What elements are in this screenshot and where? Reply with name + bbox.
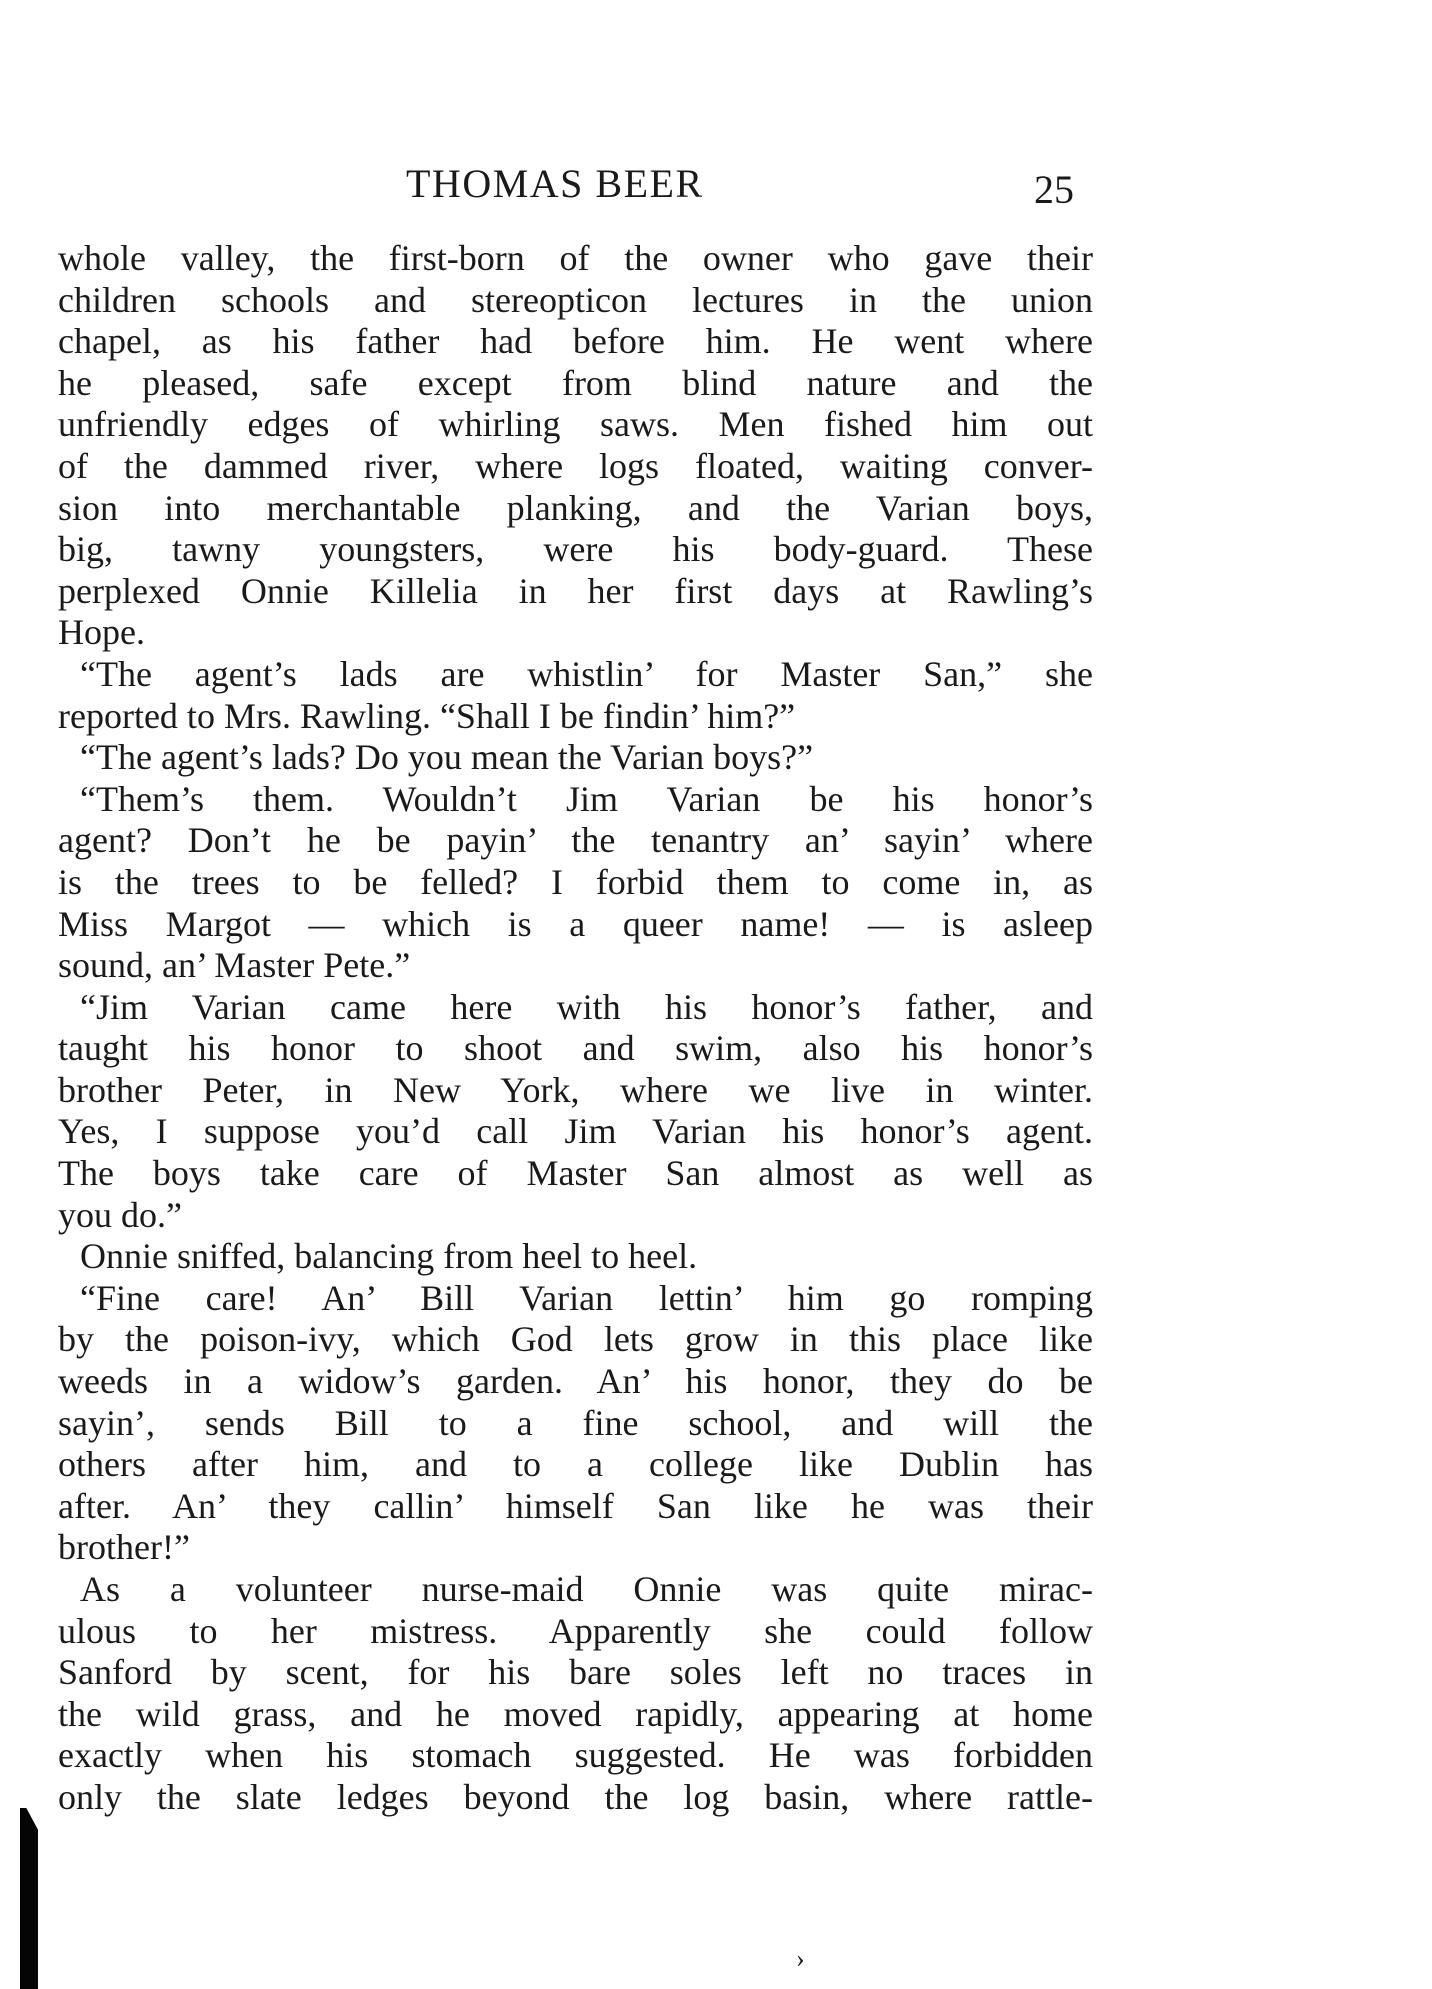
text-line: Miss Margot — which is a queer name! — is asleep [58, 903, 1093, 944]
text-line: ulous to her mistress. Apparently she could follow [58, 1610, 1093, 1651]
text-line: “Fine care! An’ Bill Varian lettin’ him go romping [80, 1277, 1093, 1318]
text-line: only the slate ledges beyond the log basin, where rattle- [58, 1776, 1093, 1817]
text-line: chapel, as his father had before him. He went where [58, 321, 1093, 362]
text-line: by the poison-ivy, which God lets grow in this place like [58, 1319, 1093, 1360]
text-line: “The agent’s lads? Do you mean the Varian boys?” [80, 737, 814, 778]
body-text [58, 238, 1093, 1819]
footer-mark: › [796, 1944, 805, 1973]
running-head [0, 160, 1432, 220]
text-line: weeds in a widow’s garden. An’ his honor, they do be [58, 1361, 1093, 1402]
text-line: As a volunteer nurse-maid Onnie was quite mirac- [80, 1569, 1093, 1609]
text-line: brother Peter, in New York, where we live in winter. [58, 1069, 1093, 1110]
text-line: others after him, and to a college like Dublin has [58, 1444, 1093, 1485]
text-line: big, tawny youngsters, were his body-guard. These [58, 529, 1093, 570]
text-line: you do.” [58, 1194, 182, 1235]
page-number: 25 [1034, 167, 1074, 212]
text-line: is the trees to be felled? I forbid them to come in, as [58, 861, 1093, 902]
text-line: perplexed Onnie Killelia in her first days at Rawling’s [58, 570, 1093, 611]
text-line: brother!” [58, 1527, 190, 1568]
text-line: agent? Don’t he be payin’ the tenantry an’ sayin’ where [58, 820, 1093, 861]
text-line: Sanford by scent, for his bare soles left no traces in [58, 1652, 1093, 1693]
text-line: children schools and stereopticon lectures in the union [58, 279, 1093, 320]
text-line: reported to Mrs. Rawling. “Shall I be findin’ him?” [58, 695, 796, 736]
text-line: he pleased, safe except from blind nature and the [58, 362, 1093, 403]
text-line: sion into merchantable planking, and the Varian boys, [58, 487, 1093, 528]
text-line: sound, an’ Master Pete.” [58, 945, 411, 986]
text-line: the wild grass, and he moved rapidly, appearing at home [58, 1693, 1093, 1734]
text-line: “Jim Varian came here with his honor’s father, and [80, 986, 1093, 1027]
text-line: exactly when his stomach suggested. He was forbidden [58, 1735, 1093, 1776]
text-line: sayin’, sends Bill to a fine school, and will the [58, 1402, 1093, 1443]
text-line: unfriendly edges of whirling saws. Men fished him out [58, 404, 1093, 445]
text-line: Onnie sniffed, balancing from heel to heel. [80, 1236, 698, 1277]
text-line: “Them’s them. Wouldn’t Jim Varian be his honor’s [80, 778, 1093, 819]
running-title: THOMAS BEER [406, 161, 704, 206]
text-line: “The agent’s lads are whistlin’ for Master San,” she [80, 653, 1093, 694]
text-line: Yes, I suppose you’d call Jim Varian his honor’s agent. [58, 1111, 1093, 1152]
text-line: after. An’ they callin’ himself San like he was their [58, 1485, 1093, 1526]
text-line: whole valley, the first-born of the owner who gave their [58, 238, 1093, 278]
text-line: The boys take care of Master San almost as well as [58, 1153, 1093, 1194]
text-line: of the dammed river, where logs floated, waiting conver- [58, 445, 1093, 486]
scan-edge-shadow [20, 1808, 38, 1989]
text-line: taught his honor to shoot and swim, also his honor’s [58, 1028, 1093, 1069]
text-line: Hope. [58, 612, 145, 653]
